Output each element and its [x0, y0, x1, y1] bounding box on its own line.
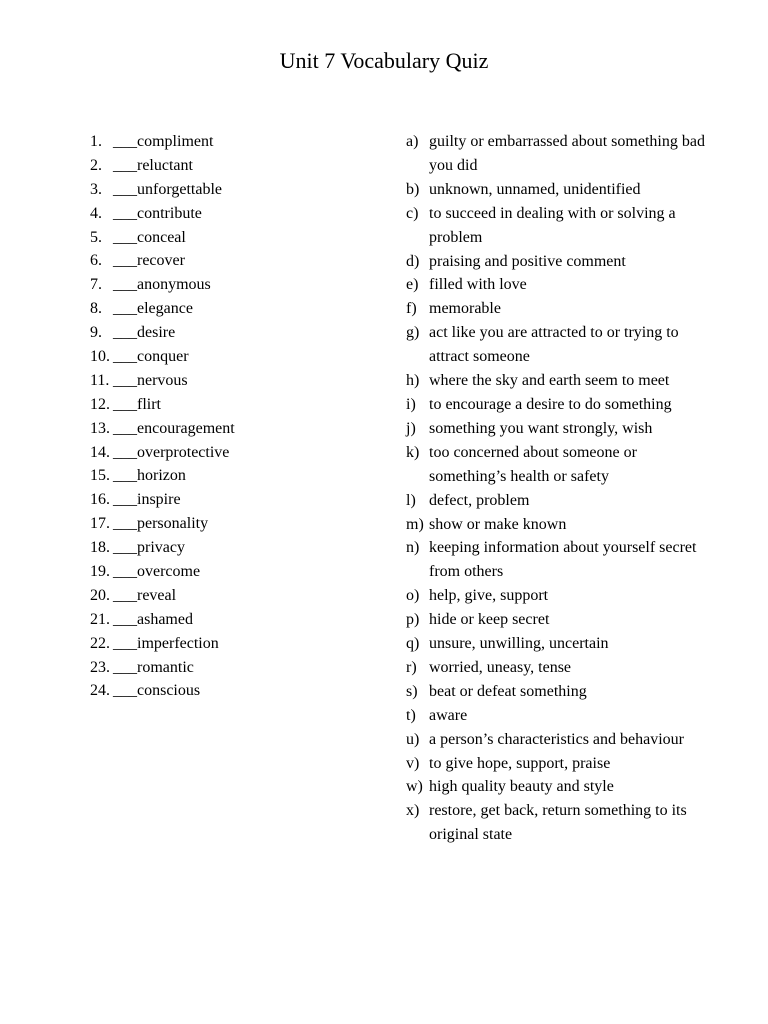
term-word: privacy	[137, 539, 185, 557]
term-item	[90, 560, 390, 584]
term-item	[90, 488, 390, 512]
answer-blank[interactable]: ___	[113, 563, 137, 581]
term-number: 3.	[90, 180, 102, 198]
definition-letter: b)	[406, 180, 420, 198]
answer-blank[interactable]: ___	[113, 252, 137, 270]
term-word: flirt	[137, 395, 161, 413]
answer-blank[interactable]: ___	[113, 276, 137, 294]
term-item	[90, 632, 390, 656]
term-number: 22.	[90, 634, 110, 652]
definition-letter: r)	[406, 658, 417, 676]
definition-item	[406, 393, 706, 417]
definition-text: to succeed in dealing with or solving a problem	[429, 204, 676, 246]
answer-blank[interactable]: ___	[113, 634, 137, 652]
definition-text: unknown, unnamed, unidentified	[429, 180, 641, 198]
term-item	[90, 608, 390, 632]
answer-blank[interactable]: ___	[113, 156, 137, 174]
definition-item	[406, 369, 706, 393]
definition-item	[406, 608, 706, 632]
term-word: ashamed	[137, 610, 193, 628]
term-number: 12.	[90, 395, 110, 413]
vocabulary-term-list	[90, 130, 390, 703]
term-item	[90, 130, 390, 154]
term-number: 24.	[90, 682, 110, 700]
term-item	[90, 417, 390, 441]
term-word: reveal	[137, 586, 177, 604]
term-item	[90, 512, 390, 536]
definition-letter: m)	[406, 515, 424, 533]
definition-item	[406, 130, 706, 178]
definition-text: praising and positive comment	[429, 252, 626, 270]
answer-blank[interactable]: ___	[113, 515, 137, 533]
definition-letter: k)	[406, 443, 420, 461]
definition-letter: q)	[406, 635, 420, 653]
definition-text: hide or keep secret	[429, 611, 550, 629]
definition-item	[406, 297, 706, 321]
term-number: 14.	[90, 443, 110, 461]
definition-letter: p)	[406, 611, 420, 629]
answer-blank[interactable]: ___	[113, 324, 137, 342]
term-number: 20.	[90, 586, 110, 604]
term-number: 9.	[90, 324, 102, 342]
definition-item	[406, 799, 706, 847]
definition-letter: f)	[406, 300, 417, 318]
answer-blank[interactable]: ___	[113, 419, 137, 437]
definition-item	[406, 704, 706, 728]
term-item	[90, 345, 390, 369]
term-number: 18.	[90, 539, 110, 557]
answer-blank[interactable]: ___	[113, 133, 137, 150]
term-item	[90, 536, 390, 560]
definition-item	[406, 178, 706, 202]
term-item	[90, 273, 390, 297]
definition-item	[406, 273, 706, 297]
definition-item	[406, 584, 706, 608]
definition-letter: n)	[406, 539, 420, 557]
definition-letter: i)	[406, 395, 416, 413]
term-word: anonymous	[137, 276, 211, 294]
definition-item	[406, 728, 706, 752]
definition-text: guilty or embarrassed about something bad you did	[429, 133, 705, 174]
term-item	[90, 202, 390, 226]
definition-text: defect, problem	[429, 491, 530, 509]
term-number: 15.	[90, 467, 110, 485]
definition-item	[406, 441, 706, 489]
definition-letter: u)	[406, 730, 420, 748]
definition-letter: g)	[406, 324, 420, 342]
definition-text: high quality beauty and style	[429, 778, 614, 796]
definition-text: where the sky and earth seem to meet	[429, 372, 670, 390]
definition-letter: t)	[406, 706, 416, 724]
term-item	[90, 154, 390, 178]
definition-letter: s)	[406, 682, 418, 700]
term-word: overcome	[137, 563, 201, 581]
answer-blank[interactable]: ___	[113, 443, 137, 461]
definition-text: too concerned about someone or something’s health or safety	[429, 443, 637, 485]
page-title: Unit 7 Vocabulary Quiz	[279, 48, 489, 73]
definition-letter: a)	[406, 133, 419, 150]
term-item	[90, 679, 390, 703]
definition-item	[406, 489, 706, 513]
definition-list	[406, 130, 706, 847]
definition-text: keeping information about yourself secret from others	[429, 539, 697, 581]
answer-blank[interactable]: ___	[113, 348, 137, 366]
definition-letter: e)	[406, 276, 419, 294]
term-word: romantic	[137, 658, 194, 676]
definition-text: to encourage a desire to do something	[429, 395, 672, 413]
term-number: 21.	[90, 610, 110, 628]
answer-blank[interactable]: ___	[113, 395, 137, 413]
term-word: overprotective	[137, 443, 230, 461]
term-number: 23.	[90, 658, 110, 676]
term-number: 1.	[90, 133, 102, 150]
term-number: 6.	[90, 252, 102, 270]
definition-text: worried, uneasy, tense	[429, 658, 572, 676]
term-word: compliment	[137, 133, 214, 150]
definition-letter: h)	[406, 372, 420, 390]
definition-item	[406, 752, 706, 776]
definition-item	[406, 775, 706, 799]
definition-letter: o)	[406, 587, 420, 605]
term-item	[90, 393, 390, 417]
answer-blank[interactable]: ___	[113, 539, 137, 557]
definition-item	[406, 202, 706, 250]
term-number: 5.	[90, 228, 102, 246]
definition-text: filled with love	[429, 276, 527, 294]
definition-letter: d)	[406, 252, 420, 270]
definition-item	[406, 321, 706, 369]
term-word: recover	[137, 252, 185, 270]
definition-text: restore, get back, return something to its original state	[429, 802, 687, 844]
answer-blank[interactable]: ___	[113, 610, 137, 628]
definition-item	[406, 680, 706, 704]
definition-text: a person’s characteristics and behaviour	[429, 730, 685, 748]
definition-item	[406, 536, 706, 584]
definition-text: show or make known	[429, 515, 567, 533]
definition-text: something you want strongly, wish	[429, 419, 653, 437]
term-number: 17.	[90, 515, 110, 533]
term-item	[90, 584, 390, 608]
definition-text: to give hope, support, praise	[429, 754, 611, 772]
definition-item	[406, 513, 706, 537]
term-item	[90, 297, 390, 321]
term-number: 4.	[90, 204, 102, 222]
term-word: inspire	[137, 491, 181, 509]
definition-item	[406, 656, 706, 680]
term-word: conceal	[137, 228, 186, 246]
answer-blank[interactable]: ___	[113, 300, 137, 318]
answer-blank[interactable]: ___	[113, 180, 137, 198]
answer-blank[interactable]: ___	[113, 467, 137, 485]
term-number: 10.	[90, 348, 110, 366]
term-number: 11.	[90, 371, 110, 389]
answer-blank[interactable]: ___	[113, 658, 137, 676]
definition-text: act like you are attracted to or trying to attract someone	[429, 324, 679, 366]
term-word: encouragement	[137, 419, 235, 437]
term-item	[90, 656, 390, 680]
term-item	[90, 441, 390, 465]
term-number: 8.	[90, 300, 102, 318]
term-word: contribute	[137, 204, 202, 222]
term-word: reluctant	[137, 156, 193, 174]
answer-blank[interactable]: ___	[113, 204, 137, 222]
term-item	[90, 369, 390, 393]
definition-text: unsure, unwilling, uncertain	[429, 635, 609, 653]
term-number: 13.	[90, 419, 110, 437]
term-word: conscious	[137, 682, 201, 700]
term-number: 16.	[90, 491, 110, 509]
answer-blank[interactable]: ___	[113, 682, 137, 700]
term-number: 2.	[90, 156, 102, 174]
definition-letter: c)	[406, 204, 419, 222]
term-word: desire	[137, 324, 176, 342]
answer-blank[interactable]: ___	[113, 491, 137, 509]
answer-blank[interactable]: ___	[113, 586, 137, 604]
term-item	[90, 178, 390, 202]
definition-letter: v)	[406, 754, 420, 772]
definition-item	[406, 250, 706, 274]
answer-blank[interactable]: ___	[113, 228, 137, 246]
term-item	[90, 226, 390, 250]
definition-letter: w)	[406, 778, 423, 796]
term-item	[90, 464, 390, 488]
term-word: elegance	[137, 300, 193, 318]
term-item	[90, 249, 390, 273]
definition-text: aware	[429, 706, 468, 724]
term-number: 7.	[90, 276, 102, 294]
term-word: conquer	[137, 348, 189, 366]
term-number: 19.	[90, 563, 110, 581]
term-item	[90, 321, 390, 345]
term-word: horizon	[137, 467, 186, 485]
definition-letter: x)	[406, 802, 420, 820]
definition-text: beat or defeat something	[429, 682, 587, 700]
definition-item	[406, 632, 706, 656]
definition-letter: j)	[406, 419, 416, 437]
answer-blank[interactable]: ___	[113, 371, 137, 389]
term-word: imperfection	[137, 634, 219, 652]
term-word: unforgettable	[137, 180, 223, 198]
definition-letter: l)	[406, 491, 416, 509]
definition-text: help, give, support	[429, 587, 549, 605]
term-word: nervous	[137, 371, 188, 389]
term-word: personality	[137, 515, 209, 533]
definition-item	[406, 417, 706, 441]
definition-text: memorable	[429, 300, 501, 318]
